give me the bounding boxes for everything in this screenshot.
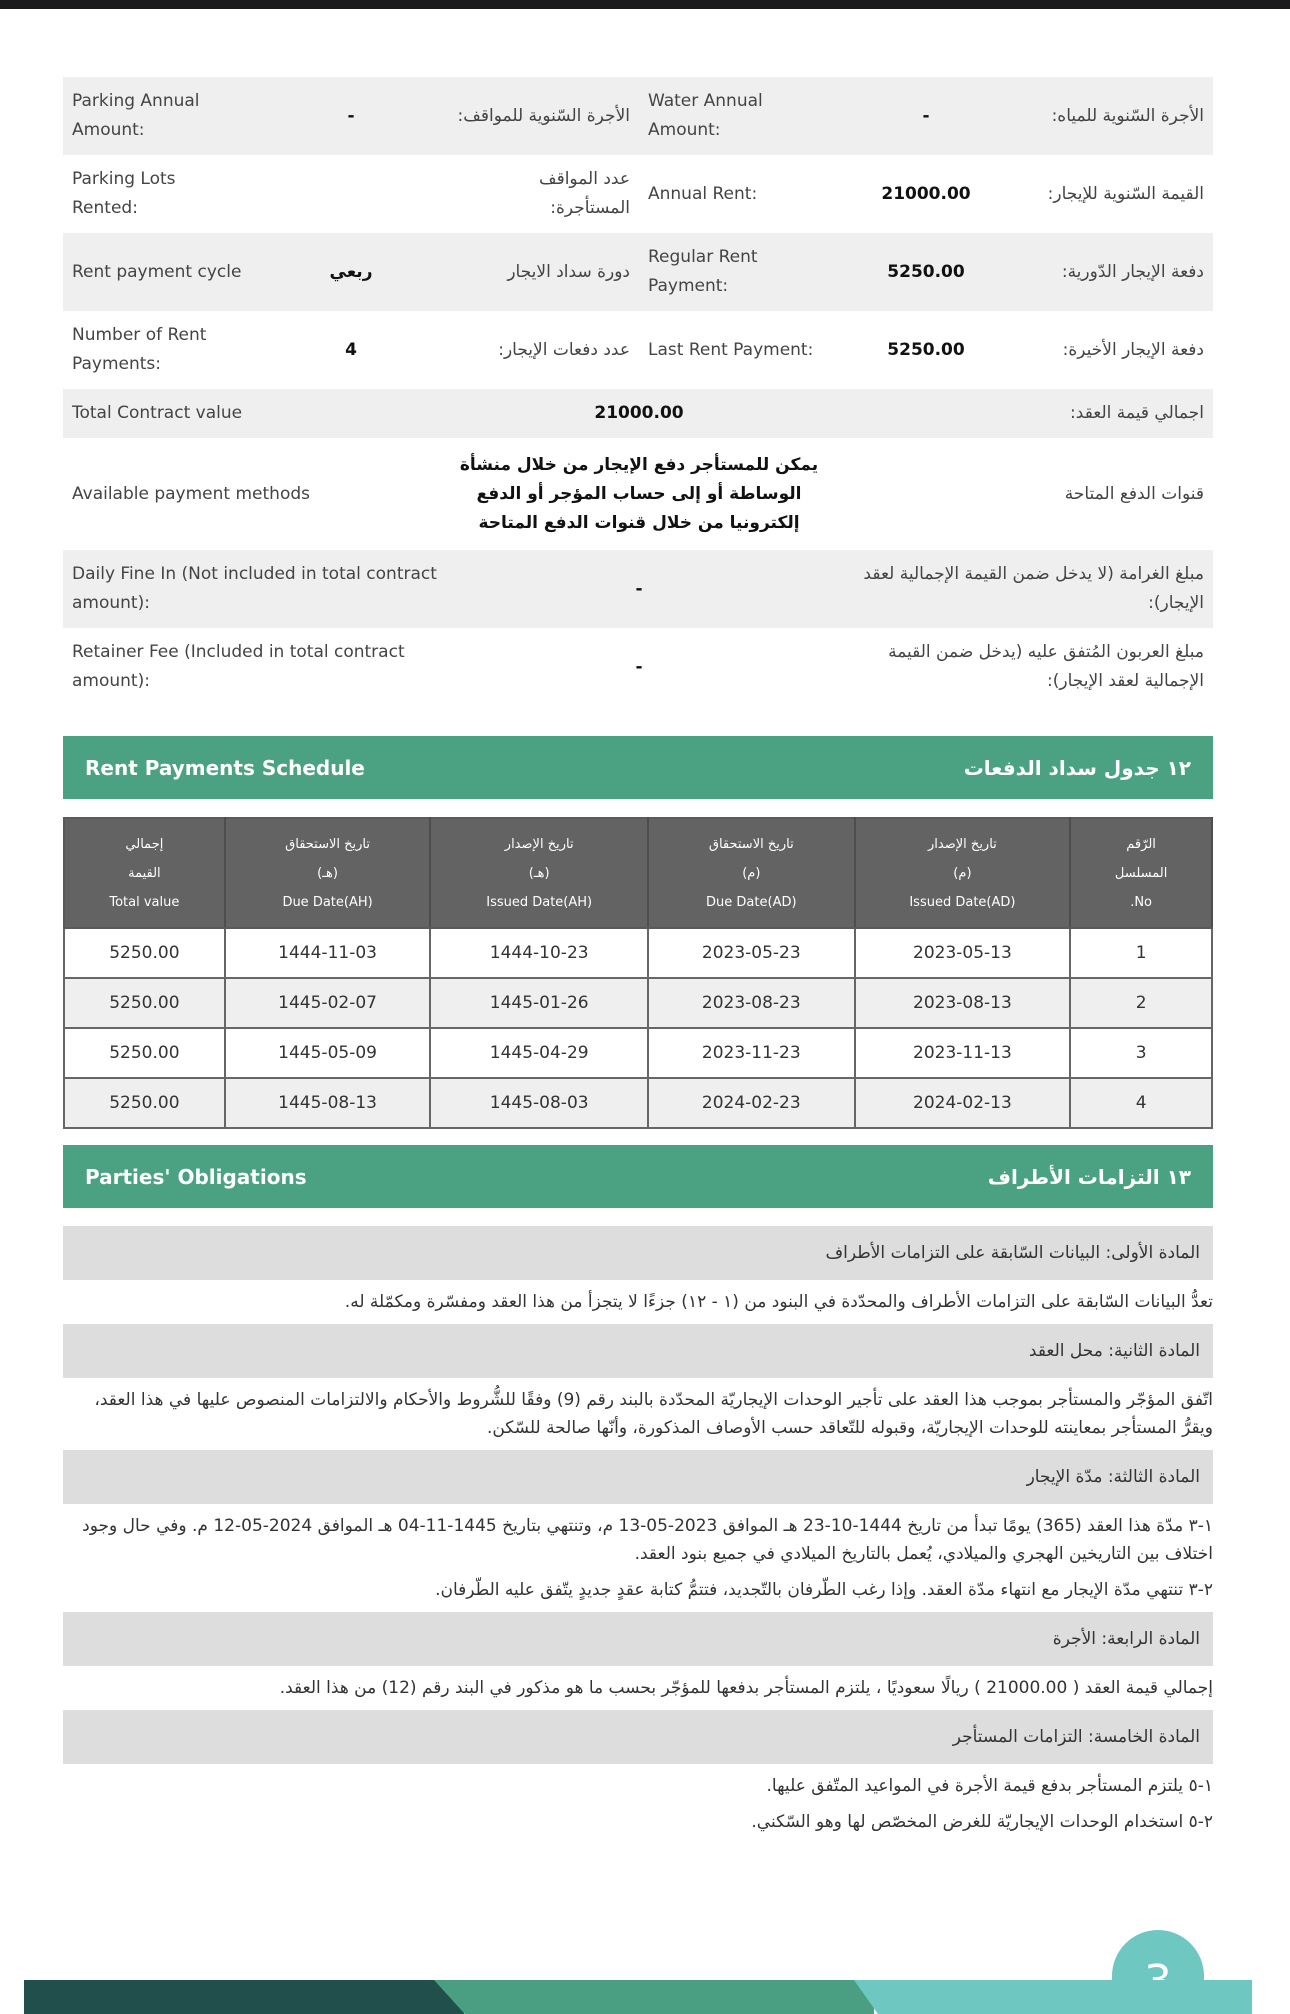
parking-annual-label-en: Parking Annual Amount: <box>72 91 200 140</box>
total-contract-row <box>63 389 1213 438</box>
col-total-value: إجمالي القيمة Total value <box>64 818 225 928</box>
last-payment-value: 5250.00 <box>887 339 965 360</box>
cell-due-ad: 2023-11-23 <box>648 1028 855 1078</box>
parking-lots-value <box>255 155 447 233</box>
col-serial-no: الرّقم المسلسل .No <box>1070 818 1212 928</box>
article-heading: المادة الثالثة: مدّة الإيجار <box>63 1450 1213 1504</box>
cell-total: 5250.00 <box>64 1028 225 1078</box>
cell-issued-ad: 2023-08-13 <box>855 978 1071 1028</box>
cell-issued-ah: 1445-04-29 <box>430 1028 648 1078</box>
retainer-fee-value: - <box>635 656 643 677</box>
footer-band-mid <box>434 1980 874 2014</box>
contract-page <box>63 77 1213 1844</box>
article-3 <box>63 1450 1213 1604</box>
retainer-fee-label-en: Retainer Fee (Included in total contract amount): <box>72 642 405 691</box>
retainer-fee-row <box>63 628 1213 706</box>
daily-fine-value: - <box>635 578 643 599</box>
article-paragraph: إجمالي قيمة العقد ( 21000.00 ) ريالًا سعوديًا ، يلتزم المستأجر بدفعها للمؤجّر بحسب ما هو مذكور في البند رقم (12) من هذا العقد. <box>279 1678 1213 1698</box>
article-paragraph: ٢-٣ تنتهي مدّة الإيجار مع انتهاء مدّة العقد. وإذا رغب الطّرفان بالتّجديد، فتتمُّ كتابة عقدٍ جديدٍ يتّفق عليه الطّرفان. <box>435 1580 1213 1600</box>
obligations-title-ar: ١٣ التزامات الأطراف <box>987 1164 1191 1189</box>
col-issued-date-ah: تاريخ الإصدار (هـ) Issued Date(AH) <box>430 818 648 928</box>
total-contract-label-en: Total Contract value <box>72 403 243 423</box>
regular-payment-value: 5250.00 <box>887 261 965 282</box>
info-row <box>63 77 1213 155</box>
num-payments-label-ar: عدد دفعات الإيجار: <box>498 339 630 360</box>
annual-rent-label-en: Annual Rent: <box>648 183 758 204</box>
daily-fine-label-ar: مبلغ الغرامة (لا يدخل ضمن القيمة الإجمالية لعقد الإيجار): <box>863 564 1204 613</box>
info-row <box>63 155 1213 233</box>
table-row <box>64 1078 1212 1128</box>
obligations-section-header <box>63 1145 1213 1208</box>
article-5 <box>63 1710 1213 1836</box>
table-row <box>64 928 1212 978</box>
cell-total: 5250.00 <box>64 1078 225 1128</box>
payment-methods-label-en: Available payment methods <box>72 483 310 504</box>
cell-due-ad: 2024-02-23 <box>648 1078 855 1128</box>
footer-band-light <box>854 1980 1252 2014</box>
article-2 <box>63 1324 1213 1442</box>
retainer-fee-label-ar: مبلغ العربون المُتفق عليه (يدخل ضمن القيمة الإجمالية لعقد الإيجار): <box>888 642 1204 691</box>
article-paragraph: تعدُّ البيانات السّابقة على التزامات الأطراف والمحدّدة في البنود من (١ - ١٢) جزءًا لا يتجزأ من هذا العقد ومفسّرة ومكمّلة له. <box>344 1292 1213 1312</box>
parking-annual-label-ar: الأجرة السّنوية للمواقف: <box>457 105 630 126</box>
table-row <box>64 978 1212 1028</box>
cell-issued-ah: 1444-10-23 <box>430 928 648 978</box>
schedule-section-header <box>63 736 1213 799</box>
article-heading: المادة الثانية: محل العقد <box>63 1324 1213 1378</box>
cell-issued-ad: 2023-11-13 <box>855 1028 1071 1078</box>
table-row <box>64 1028 1212 1078</box>
annual-rent-label-ar: القيمة السّنوية للإيجار: <box>1047 183 1204 204</box>
cell-issued-ad: 2023-05-13 <box>855 928 1071 978</box>
daily-fine-row <box>63 550 1213 628</box>
annual-rent-value: 21000.00 <box>881 183 971 204</box>
last-payment-label-ar: دفعة الإيجار الأخيرة: <box>1062 339 1204 360</box>
article-heading: المادة الخامسة: التزامات المستأجر <box>63 1710 1213 1764</box>
cell-no: 4 <box>1070 1078 1212 1128</box>
cell-no: 2 <box>1070 978 1212 1028</box>
water-annual-label-ar: الأجرة السّنوية للمياه: <box>1051 105 1204 126</box>
schedule-title-en: Rent Payments Schedule <box>85 755 365 780</box>
num-payments-label-en: Number of Rent Payments: <box>72 325 207 374</box>
article-4 <box>63 1612 1213 1702</box>
article-paragraph: ١-٣ مدّة هذا العقد (365) يومًا تبدأ من تاريخ 1444-10-23 هـ الموافق 2023-05-13 م، وتنتهي بتاريخ 1445-11-04 هـ الموافق 2024-05-12 م. وفي حال وجود اختلاف بين التاريخين الهجري والميلادي، يُعمل بالتاريخ الميلادي في جميع بنود العقد. <box>82 1516 1213 1564</box>
parking-lots-label-ar: عدد المواقف المستأجرة: <box>538 169 630 218</box>
cell-due-ah: 1445-08-13 <box>225 1078 431 1128</box>
col-due-date-ad: تاريخ الاستحقاق (م) Due Date(AD) <box>648 818 855 928</box>
footer-band-dark <box>24 1980 464 2014</box>
cell-due-ad: 2023-05-23 <box>648 928 855 978</box>
payment-cycle-label-ar: دورة سداد الايجار <box>507 261 630 282</box>
payment-methods-value: يمكن للمستأجر دفع الإيجار من خلال منشأة الوساطة أو إلى حساب المؤجر أو الدفع إلكترونيا من خلال قنوات الدفع المتاحة <box>459 454 819 533</box>
cell-total: 5250.00 <box>64 978 225 1028</box>
article-paragraph: ١-٥ يلتزم المستأجر بدفع قيمة الأجرة في المواعيد المتّفق عليها. <box>766 1776 1213 1796</box>
info-row <box>63 233 1213 311</box>
obligations-title-en: Parties' Obligations <box>85 1164 307 1189</box>
regular-payment-label-ar: دفعة الإيجار الدّورية: <box>1061 261 1204 282</box>
water-annual-value: - <box>922 105 930 126</box>
num-payments-value: 4 <box>345 339 357 360</box>
cell-no: 3 <box>1070 1028 1212 1078</box>
cell-no: 1 <box>1070 928 1212 978</box>
payment-cycle-value: ربعي <box>329 261 373 282</box>
article-1 <box>63 1226 1213 1316</box>
info-row <box>63 311 1213 389</box>
cell-issued-ah: 1445-08-03 <box>430 1078 648 1128</box>
payment-methods-label-ar: قنوات الدفع المتاحة <box>1064 483 1204 504</box>
cell-total: 5250.00 <box>64 928 225 978</box>
cell-due-ah: 1444-11-03 <box>225 928 431 978</box>
cell-due-ad: 2023-08-23 <box>648 978 855 1028</box>
last-payment-label-en: Last Rent Payment: <box>648 339 814 360</box>
parking-annual-value: - <box>347 105 355 126</box>
top-bar <box>0 0 1290 9</box>
total-contract-value: 21000.00 <box>594 403 684 423</box>
parking-lots-label-en: Parking Lots Rented: <box>72 169 176 218</box>
regular-payment-label-en: Regular Rent Payment: <box>648 247 758 296</box>
col-issued-date-ad: تاريخ الإصدار (م) Issued Date(AD) <box>855 818 1071 928</box>
cell-due-ah: 1445-02-07 <box>225 978 431 1028</box>
schedule-title-ar: ١٢ جدول سداد الدفعات <box>963 755 1191 780</box>
cell-due-ah: 1445-05-09 <box>225 1028 431 1078</box>
financial-info-grid <box>63 77 1213 706</box>
payment-cycle-label-en: Rent payment cycle <box>72 261 242 282</box>
article-heading: المادة الرابعة: الأجرة <box>63 1612 1213 1666</box>
footer-bands <box>24 1980 1252 2014</box>
total-contract-label-ar: اجمالي قيمة العقد: <box>1070 403 1204 423</box>
payment-methods-row <box>63 438 1213 550</box>
table-header-row <box>64 818 1212 928</box>
water-annual-label-en: Water Annual Amount: <box>648 91 763 140</box>
cell-issued-ad: 2024-02-13 <box>855 1078 1071 1128</box>
col-due-date-ah: تاريخ الاستحقاق (هـ) Due Date(AH) <box>225 818 431 928</box>
daily-fine-label-en: Daily Fine In (Not included in total contract amount): <box>72 564 437 613</box>
article-paragraph: اتّفق المؤجّر والمستأجر بموجب هذا العقد على تأجير الوحدات الإيجاريّة المحدّدة بالبند رقم (9) وفقًا للشُّروط والأحكام والالتزامات المنصوص عليها في هذا العقد، ويقرُّ المستأجر بمعاينته للوحدات الإيجاريّة، وقبوله للتّعاقد حسب الأوصاف المذكورة، وأنّها صالحة للسّكن. <box>94 1390 1213 1438</box>
article-paragraph: ٢-٥ استخدام الوحدات الإيجاريّة للغرض المخصّص لها وهو السّكني. <box>751 1812 1213 1832</box>
rent-payments-table <box>63 817 1213 1129</box>
cell-issued-ah: 1445-01-26 <box>430 978 648 1028</box>
article-heading: المادة الأولى: البيانات السّابقة على التزامات الأطراف <box>63 1226 1213 1280</box>
